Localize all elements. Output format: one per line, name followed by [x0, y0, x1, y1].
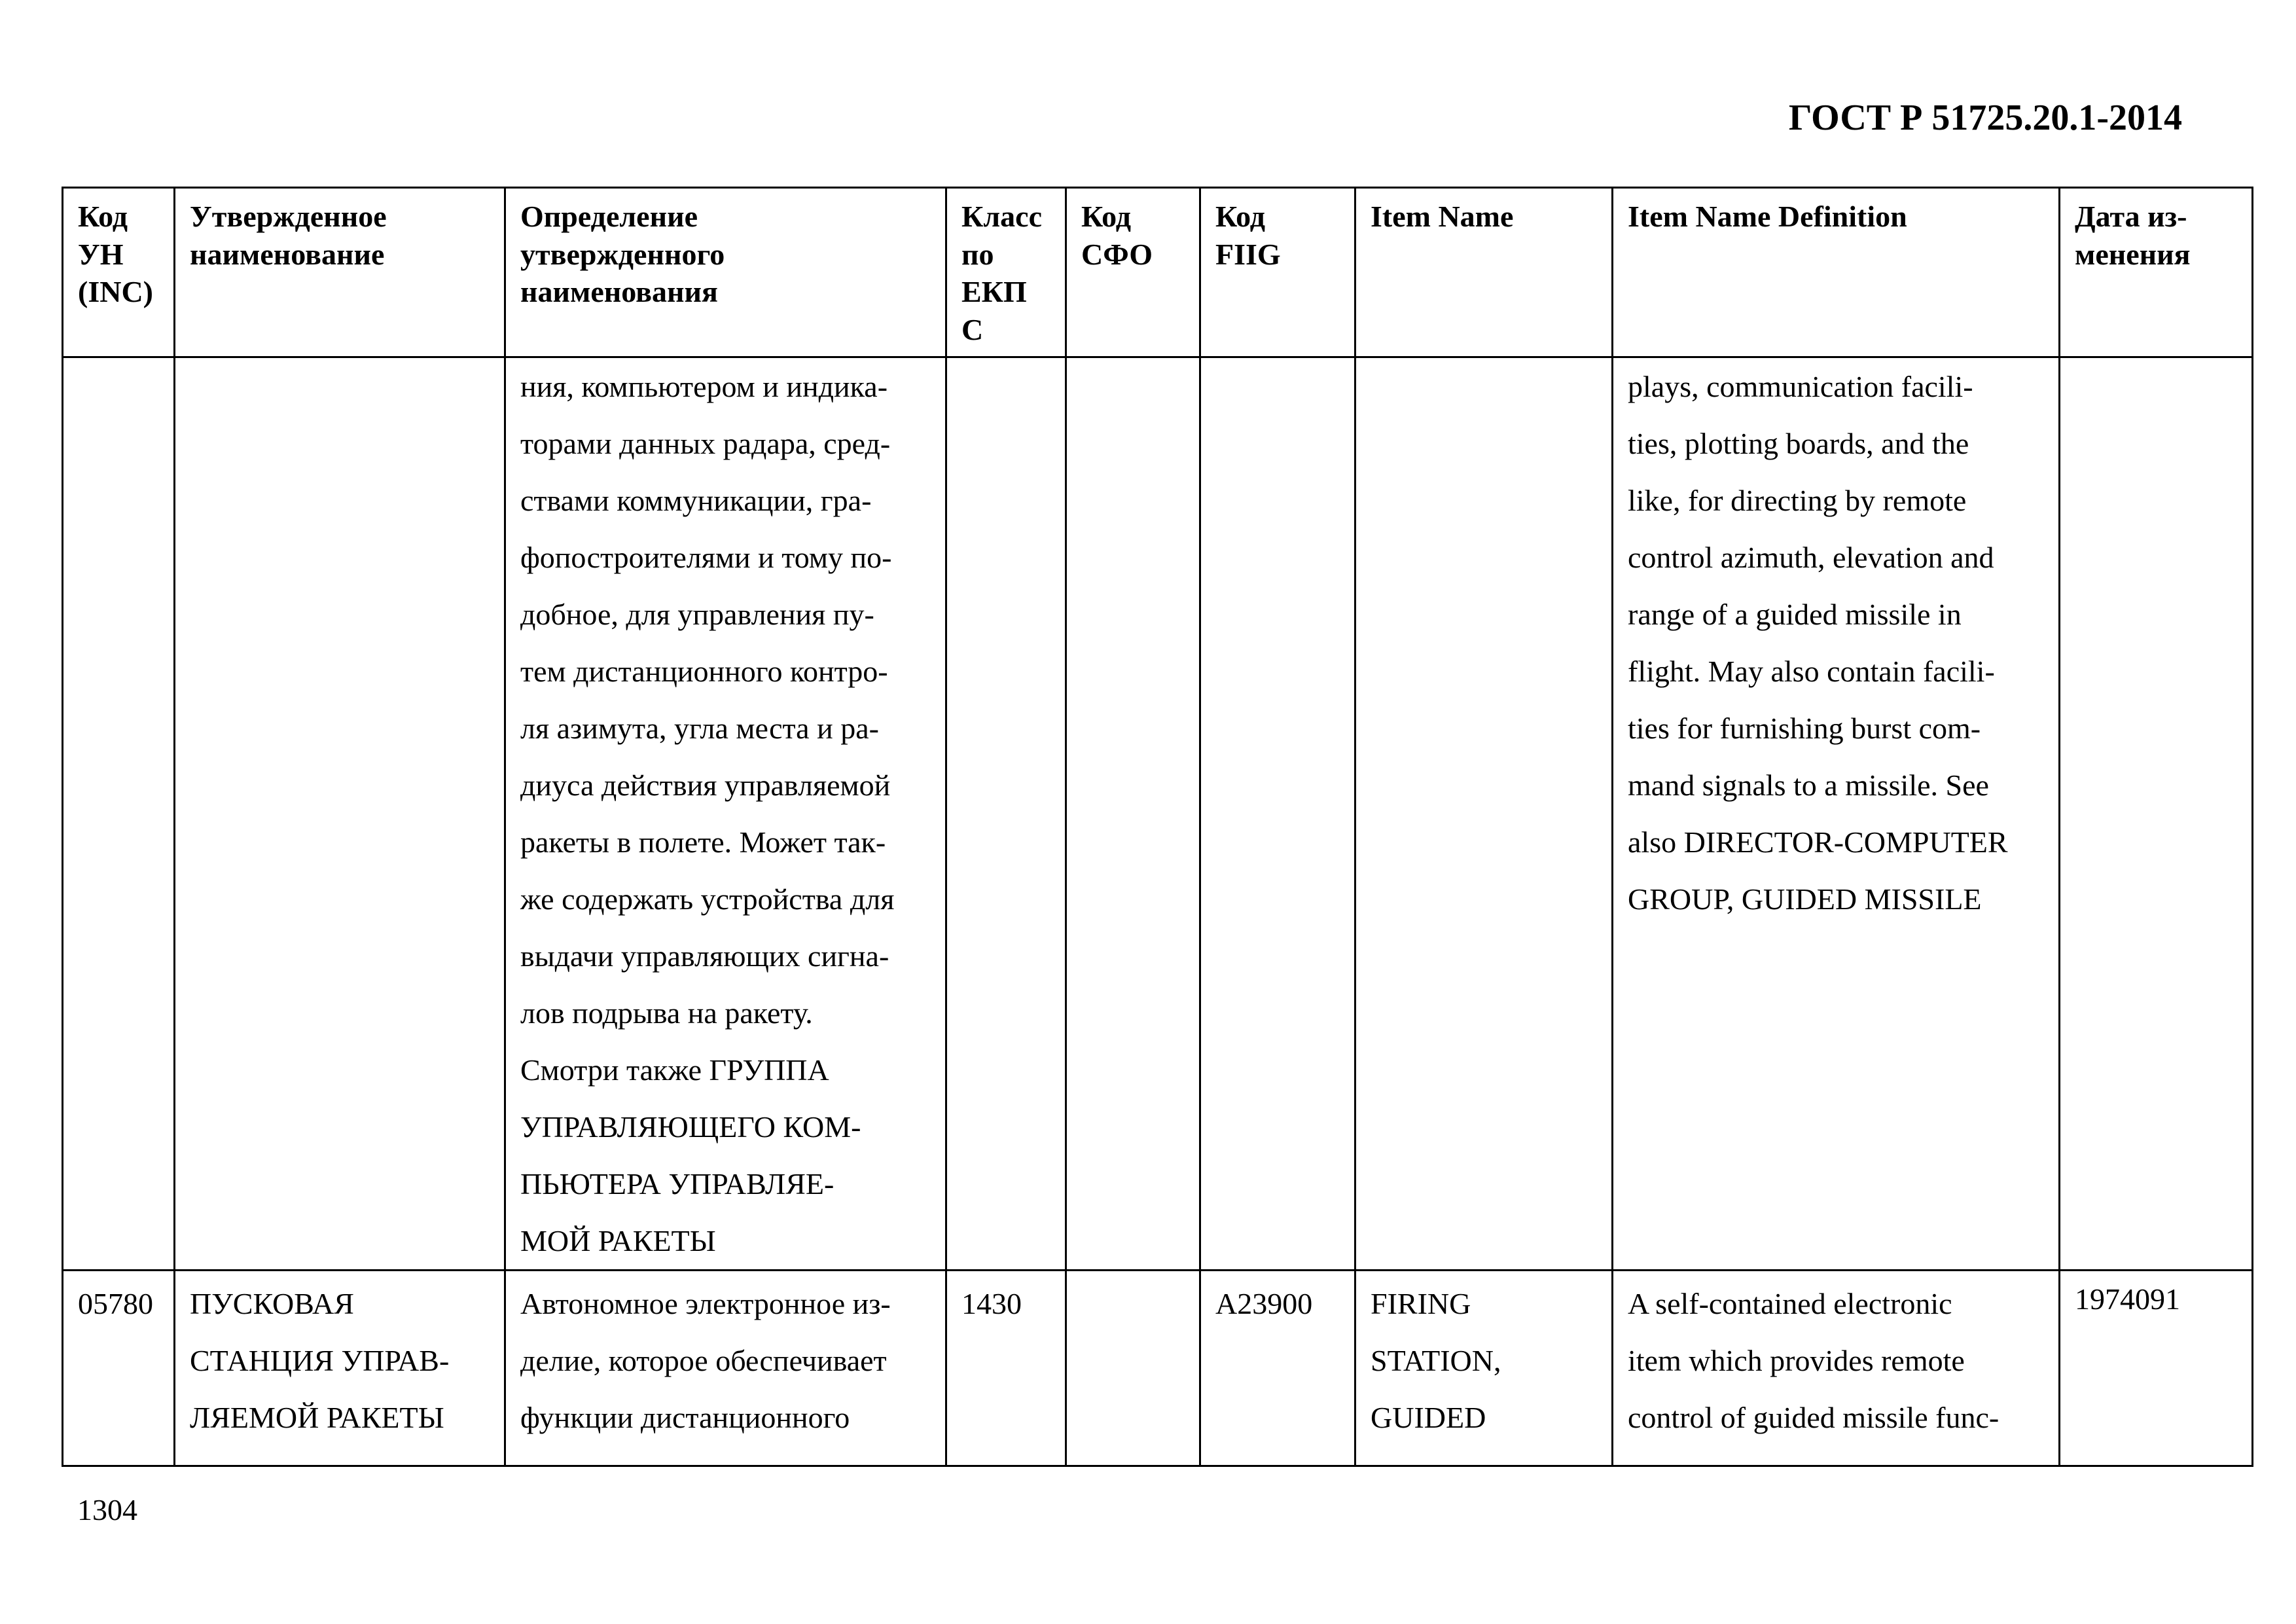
item-name-cell — [1355, 357, 1613, 1271]
table-row — [63, 1271, 2253, 1466]
approved-name-cell — [175, 357, 505, 1271]
column-header-approved-name: Утвержденное наименование — [175, 188, 505, 357]
fsc-class-cell: 1430 — [946, 1271, 1066, 1466]
item-name-cell: FIRING STATION, GUIDED — [1355, 1271, 1613, 1466]
fiig-code-cell: A23900 — [1200, 1271, 1355, 1466]
column-header-change-date: Дата из- менения — [2060, 188, 2253, 357]
column-header-sfo-code: Код СФО — [1066, 188, 1200, 357]
column-header-inc: Код УН (INC) — [63, 188, 175, 357]
table-row — [63, 357, 2253, 1271]
column-header-fsc-class: Класс по ЕКП С — [946, 188, 1066, 357]
approved-name-cell: ПУСКОВАЯ СТАНЦИЯ УПРАВ- ЛЯЕМОЙ РАКЕТЫ — [175, 1271, 505, 1466]
inc-cell: 05780 — [63, 1271, 175, 1466]
item-name-table — [62, 187, 2253, 1467]
definition-ru-cell: ния, компьютером и индика- торами данных радара, сред- ствами коммуникации, гра- фопостроителями и тому по- добное, для управления пу- тем дистанционного контро- ля азимута, угла места и ра- диуса действия управляемой ракеты в полете. Может так- же содержать устройства для выдачи управляющих сигна- лов подрыва на ракету. Смотри также ГРУППА УПРАВЛЯЮЩЕГО КОМ- ПЬЮТЕРА УПРАВЛЯЕ- МОЙ РАКЕТЫ — [505, 357, 946, 1271]
fiig-code-cell — [1200, 357, 1355, 1271]
sfo-code-cell — [1066, 357, 1200, 1271]
fsc-class-cell — [946, 357, 1066, 1271]
column-header-item-name-definition: Item Name Definition — [1613, 188, 2060, 357]
change-date-cell — [2060, 357, 2253, 1271]
column-header-fiig-code: Код FIIG — [1200, 188, 1355, 357]
inc-cell — [63, 357, 175, 1271]
table-header-row — [63, 188, 2253, 357]
change-date-cell: 1974091 — [2060, 1271, 2253, 1466]
definition-en-cell: A self-contained electronic item which provides remote control of guided missile func- — [1613, 1271, 2060, 1466]
page-number: 1304 — [77, 1493, 137, 1526]
sfo-code-cell — [1066, 1271, 1200, 1466]
definition-en-cell: plays, communication facili- ties, plotting boards, and the like, for directing by remote control azimuth, elevation and range of a guided missile in flight. May also contain facili- ties for furnishing burst com- mand signals to a missile. See also DIRECTOR-COMPUTER GROUP, GUIDED MISSILE — [1613, 357, 2060, 1271]
column-header-definition-ru: Определение утвержденного наименования — [505, 188, 946, 357]
definition-ru-cell: Автономное электронное из- делие, которое обеспечивает функции дистанционного — [505, 1271, 946, 1466]
document-code: ГОСТ Р 51725.20.1-2014 — [1788, 98, 2182, 138]
column-header-item-name: Item Name — [1355, 188, 1613, 357]
